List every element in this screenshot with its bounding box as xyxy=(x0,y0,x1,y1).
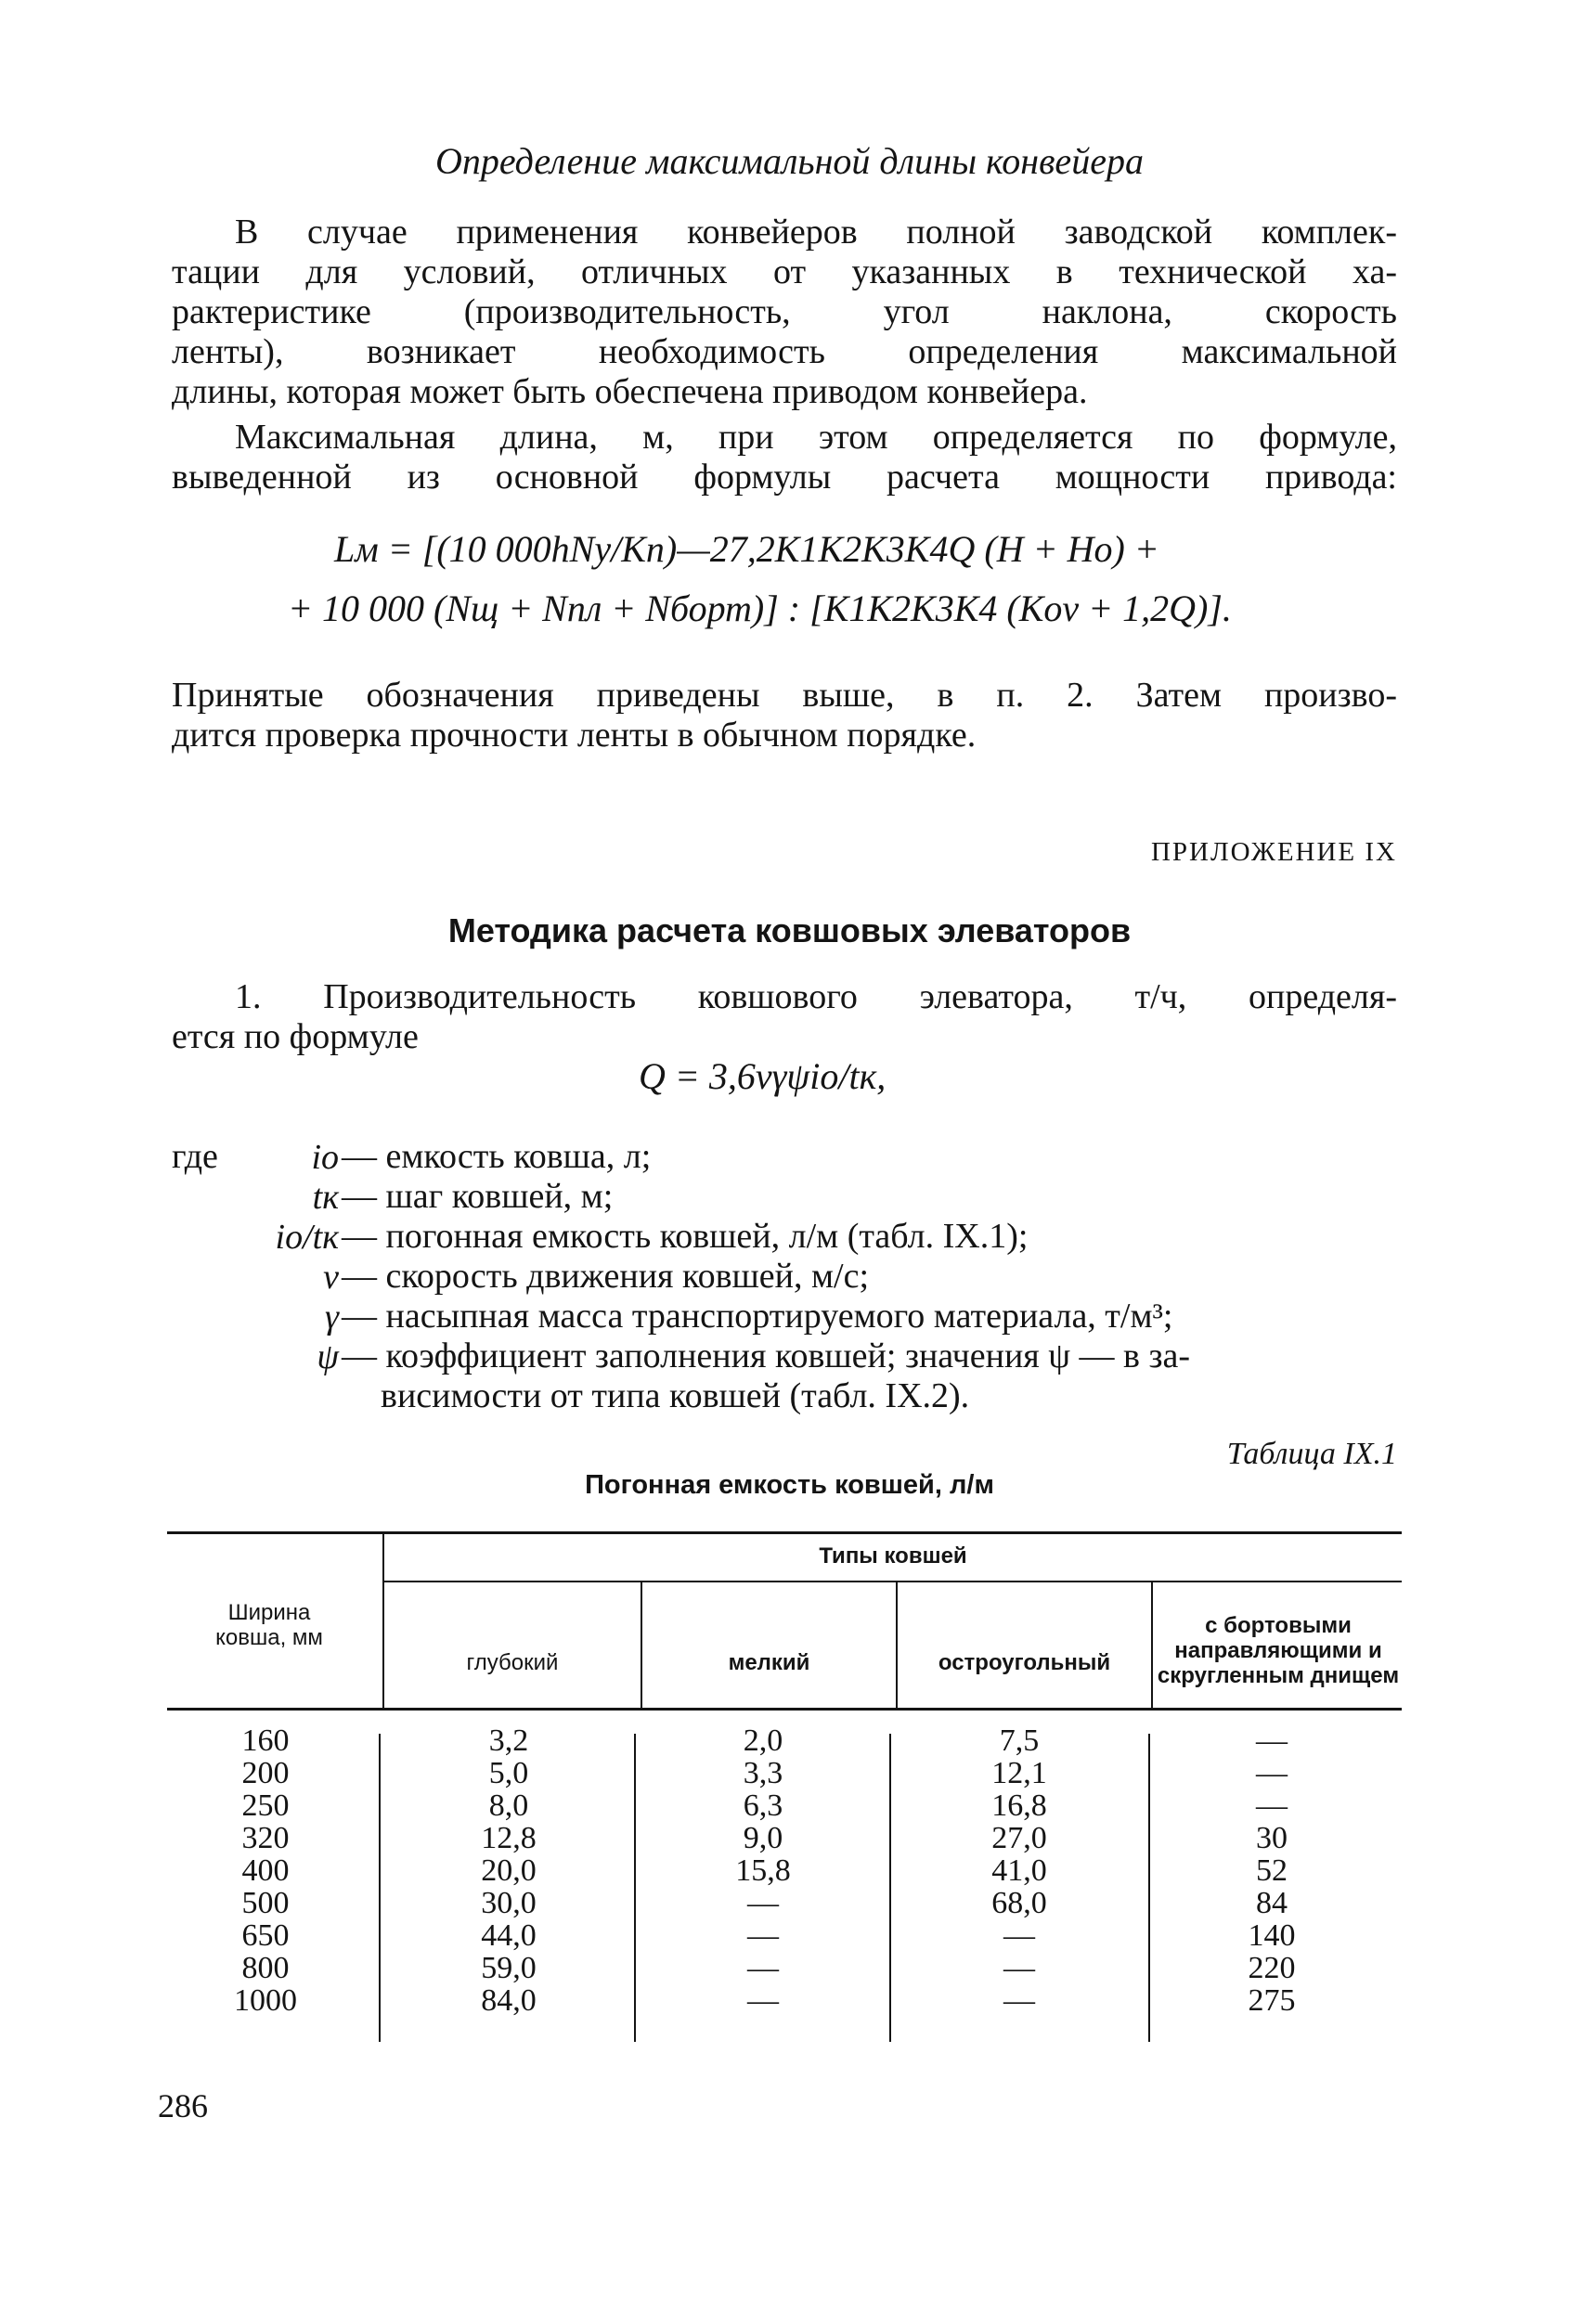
table-cell: 20,0 xyxy=(481,1853,537,1888)
column-widths xyxy=(201,1724,330,2017)
table-cell: 200 xyxy=(241,1756,290,1790)
definition-continuation: висимости от типа ковшей (табл. IX.2). xyxy=(381,1376,970,1415)
formula-productivity: Q = 3,6vγψiо/tк, xyxy=(639,1055,887,1097)
table-cell: — xyxy=(747,1886,779,1920)
table-cell: 84,0 xyxy=(481,1983,537,2018)
table-cell: 160 xyxy=(241,1724,290,1758)
table-cell: 400 xyxy=(241,1853,290,1888)
symbol-v: v xyxy=(323,1258,339,1297)
table-header-types: Типы ковшей xyxy=(819,1543,967,1569)
symbol-i0-tk: iо/tк xyxy=(275,1218,339,1257)
paragraph-line: рактеристике (производительность, угол наклона, скорость xyxy=(172,292,1397,331)
table-cell: — xyxy=(1003,1918,1035,1953)
column-shallow xyxy=(698,1724,828,2017)
table-cell: 3,3 xyxy=(743,1756,783,1790)
definition-v: — скорость движения ковшей, м/с; xyxy=(342,1257,869,1296)
table-cell: — xyxy=(1003,1983,1035,2018)
column-deep xyxy=(444,1724,574,2017)
table-cell: 3,2 xyxy=(488,1724,529,1758)
table-cell: 6,3 xyxy=(743,1788,783,1823)
table-cell: 12,8 xyxy=(481,1821,537,1855)
paragraph-3 xyxy=(172,676,1397,755)
table-cell: 16,8 xyxy=(991,1788,1047,1823)
formula-max-length-line-1: Lм = [(10 000hNу/Kп)—27,2K1K2K3K4Q (H + Hо) + xyxy=(334,528,1159,570)
definition-gamma: — насыпная масса транспортируемого материала, т/м³; xyxy=(342,1297,1173,1336)
table-header-deep: глубокий xyxy=(466,1650,559,1675)
table-cell: 650 xyxy=(241,1918,290,1953)
paragraph-line: В случае применения конвейеров полной заводской комплек- xyxy=(235,213,1397,252)
table-top-rule xyxy=(167,1531,1402,1534)
table-cell: 15,8 xyxy=(735,1853,791,1888)
table-vline xyxy=(379,1734,381,2042)
table-vline xyxy=(889,1734,891,2042)
definition-psi: — коэффициент заполнения ковшей; значения ψ — в за- xyxy=(342,1336,1191,1375)
symbol-gamma: γ xyxy=(325,1298,339,1336)
table-cell: 9,0 xyxy=(743,1821,783,1855)
table-cell: — xyxy=(747,1918,779,1953)
table-cell: 44,0 xyxy=(481,1918,537,1953)
section-heading: Определение максимальной длины конвейера xyxy=(435,140,1144,182)
table-vline xyxy=(896,1582,898,1710)
table-cell: 12,1 xyxy=(991,1756,1047,1790)
definition-tk: — шаг ковшей, м; xyxy=(342,1177,614,1216)
table-cell: 8,0 xyxy=(488,1788,529,1823)
table-cell: 5,0 xyxy=(488,1756,529,1790)
table-vline xyxy=(1148,1734,1150,2042)
paragraph-line: тации для условий, отличных от указанных в технической ха- xyxy=(172,252,1397,291)
symbol-tk: tк xyxy=(312,1178,339,1217)
table-cell: 2,0 xyxy=(743,1724,783,1758)
table-vline xyxy=(1151,1582,1153,1710)
paragraph-2 xyxy=(172,418,1397,497)
table-cell: 220 xyxy=(1248,1951,1296,1985)
table-cell: — xyxy=(747,1951,779,1985)
table-cell: — xyxy=(1256,1788,1288,1823)
symbol-i0: iо xyxy=(311,1138,339,1177)
paragraph-line: Принятые обозначения приведены выше, в п. 2. Затем произво- xyxy=(172,676,1397,715)
table-cell: 250 xyxy=(241,1788,290,1823)
table-cell: 27,0 xyxy=(991,1821,1047,1855)
appendix-label: ПРИЛОЖЕНИЕ IX xyxy=(1150,837,1397,867)
page-number: 286 xyxy=(158,2087,208,2124)
table-cell: — xyxy=(747,1983,779,2018)
paragraph-line: ется по формуле xyxy=(172,1017,419,1056)
table-vline xyxy=(634,1734,636,2042)
table-cell: 1000 xyxy=(234,1983,297,2018)
table-cell: 320 xyxy=(241,1821,290,1855)
table-header-width: Ширина ковша, мм xyxy=(215,1600,323,1650)
table-cell: 84 xyxy=(1256,1886,1288,1920)
table-vline xyxy=(641,1582,642,1710)
table-header-shallow: мелкий xyxy=(728,1650,810,1675)
table-group-rule xyxy=(383,1581,1402,1582)
paragraph-line: ленты), возникает необходимость определения максимальной xyxy=(172,332,1397,371)
where-word: где xyxy=(172,1137,218,1176)
appendix-title: Методика расчета ковшовых элеваторов xyxy=(447,911,1132,949)
item-1-paragraph xyxy=(172,977,1397,1057)
definition-i0: — емкость ковша, л; xyxy=(342,1137,652,1176)
table-cell: 7,5 xyxy=(999,1724,1040,1758)
formula-max-length-line-2: + 10 000 (Nщ + Nпл + Nборт)] : [K1K2K3K4 (Kоv + 1,2Q)]. xyxy=(288,587,1232,629)
paragraph-line: дится проверка прочности ленты в обычном порядке. xyxy=(172,716,977,755)
table-cell: 52 xyxy=(1256,1853,1288,1888)
table-cell: — xyxy=(1003,1951,1035,1985)
table-cell: 30,0 xyxy=(481,1886,537,1920)
symbol-psi: ψ xyxy=(317,1337,339,1376)
table-cell: — xyxy=(1256,1756,1288,1790)
table-cell: 140 xyxy=(1248,1918,1296,1953)
table-title: Погонная емкость ковшей, л/м xyxy=(585,1470,994,1500)
table-header-rule xyxy=(167,1708,1402,1711)
paragraph-1 xyxy=(172,213,1397,412)
table-cell: — xyxy=(1256,1724,1288,1758)
definition-i0-tk: — погонная емкость ковшей, л/м (табл. IX.1); xyxy=(342,1217,1029,1256)
paragraph-line: Максимальная длина, м, при этом определяется по формуле, xyxy=(235,418,1397,457)
table-cell: 800 xyxy=(241,1951,290,1985)
paragraph-line: выведенной из основной формулы расчета мощности привода: xyxy=(172,458,1397,497)
table-cell: 275 xyxy=(1248,1983,1296,2018)
table-cell: 41,0 xyxy=(991,1853,1047,1888)
table-header-rounded: с бортовыми направляющими и скругленным днищем xyxy=(1157,1613,1400,1688)
table-cell: 500 xyxy=(241,1886,290,1920)
table-cell: 59,0 xyxy=(481,1951,537,1985)
table-cell: 30 xyxy=(1256,1821,1288,1855)
column-rounded xyxy=(1207,1724,1337,2017)
paragraph-line: длины, которая может быть обеспечена приводом конвейера. xyxy=(172,372,1088,411)
table-header-acute: остроугольный xyxy=(938,1650,1111,1675)
table-cell: 68,0 xyxy=(991,1886,1047,1920)
paragraph-line: 1. Производительность ковшового элеватора, т/ч, определя- xyxy=(235,977,1397,1016)
column-acute xyxy=(954,1724,1084,2017)
table-label: Таблица IX.1 xyxy=(1226,1437,1397,1471)
